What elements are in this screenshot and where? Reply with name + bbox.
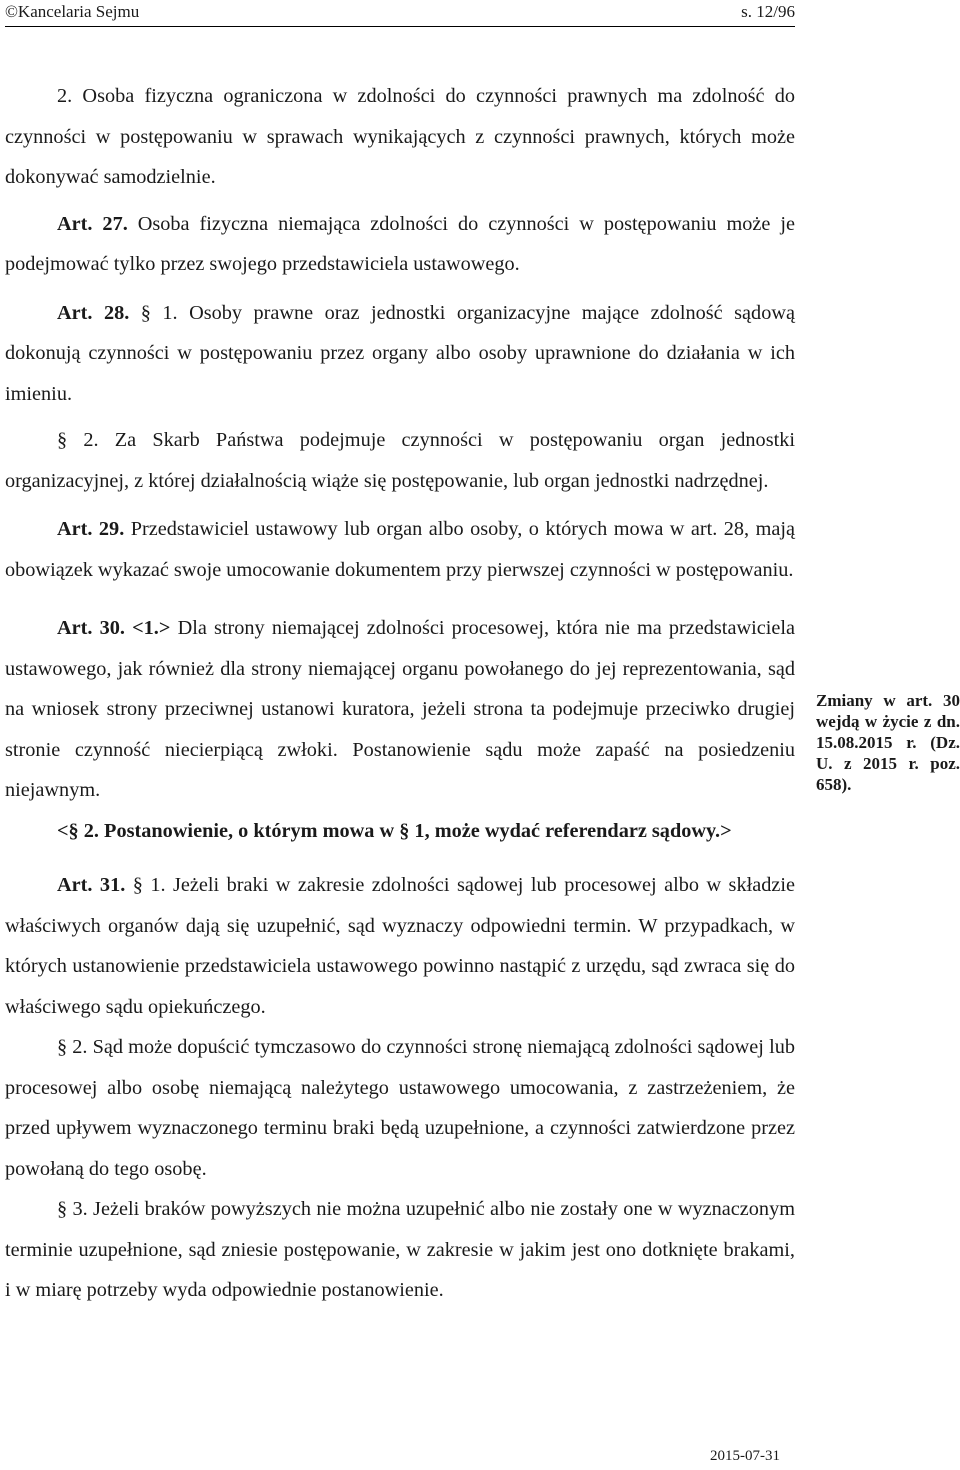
footer-date: 2015-07-31 [710, 1448, 780, 1464]
paragraph-art28-1 [5, 293, 795, 415]
document-body [5, 76, 795, 1311]
paragraph-art28-2: § 2. Za Skarb Państwa podejmuje czynności w postępowaniu organ jednostki organizacyjnej, z której działalnością wiąże się postępowanie, lub organ jednostki nadrzędnej. [5, 429, 795, 492]
article-text: Osoba fizyczna niemająca zdolności do czynności w postępowaniu może je podejmować tylko przez swojego przedstawiciela ustawowego. [5, 212, 795, 275]
article-text: § 1. Jeżeli braki w zakresie zdolności sądowej lub procesowej albo w składzie właściwych organów dają się uzupełnić, sąd wyznaczy odpowiedni termin. W przypadkach, w których ustanowienie przedstawiciela ustawowego powinno nastąpić z urzędu, sąd zwraca się do właściwego sądu opiekuńczego. [5, 874, 795, 1018]
article-text: <§ 2. Postanowienie, o którym mowa w § 1, może wydać referendarz sądowy.> [57, 819, 732, 842]
article-label: Art. 31. [57, 874, 126, 896]
publisher-label: ©Kancelaria Sejmu [5, 2, 140, 21]
page-header [5, 0, 795, 27]
article-label: Art. 30. <1.> [57, 617, 171, 639]
paragraph-art30-2 [5, 811, 795, 852]
paragraph-art26-2: 2. Osoba fizyczna ograniczona w zdolności do czynności prawnych ma zdolność do czynności w postępowaniu w sprawach wynikających z czynności prawnych, których może dokonywać samodzielnie. [5, 85, 795, 188]
paragraph-art31-3: § 3. Jeżeli braków powyższych nie można uzupełnić albo nie zostały one w wyznaczonym terminie uzupełnione, sąd zniesie postępowanie, w zakresie w jakim jest ono dotknięte brakami, i w miarę potrzeby wyda odpowiednie postanowienie. [5, 1198, 795, 1301]
paragraph-art30-1 [5, 608, 795, 811]
article-text: § 1. Osoby prawne oraz jednostki organizacyjne mające zdolność sądową dokonują czynności w postępowaniu przez organy albo osoby uprawnione do działania w ich imieniu. [5, 301, 795, 405]
paragraph-art27 [5, 204, 795, 285]
article-label: Art. 27. [57, 212, 128, 235]
paragraph-art31-1 [5, 865, 795, 1027]
article-text: Dla strony niemającej zdolności procesowej, która nie ma przedstawiciela ustawowego, jak również dla strony niemającej organu powołanego do jej reprezentowania, sąd na wniosek strony przeciwnej ustanowi kuratora, jeżeli strona ta podejmuje przeciwko drugiej stronie czynność niecierpiącą zwłoki. Postanowienie sądu może zapaść na posiedzeniu niejawnym. [5, 617, 796, 801]
article-text: Przedstawiciel ustawowy lub organ albo osoby, o których mowa w art. 28, mają obowiązek wykazać swoje umocowanie dokumentem przy pierwszej czynności w postępowaniu. [5, 518, 795, 581]
article-label: Art. 29. [57, 518, 125, 540]
paragraph-art29 [5, 509, 795, 590]
article-label: Art. 28. [57, 301, 130, 324]
page-number: s. 12/96 [741, 2, 795, 21]
amendment-note: Zmiany w art. 30 wejdą w życie z dn. 15.08.2015 r. (Dz. U. z 2015 r. poz. 658). [816, 691, 960, 794]
paragraph-art31-2: § 2. Sąd może dopuścić tymczasowo do czynności stronę niemającą zdolności sądowej lub procesowej albo osobę niemającą należytego ustawowego umocowania, z zastrzeżeniem, że przed upływem wyznaczonego terminu braki będą uzupełnione, a czynności zatwierdzone przez powołaną do tego osobę. [5, 1036, 795, 1180]
